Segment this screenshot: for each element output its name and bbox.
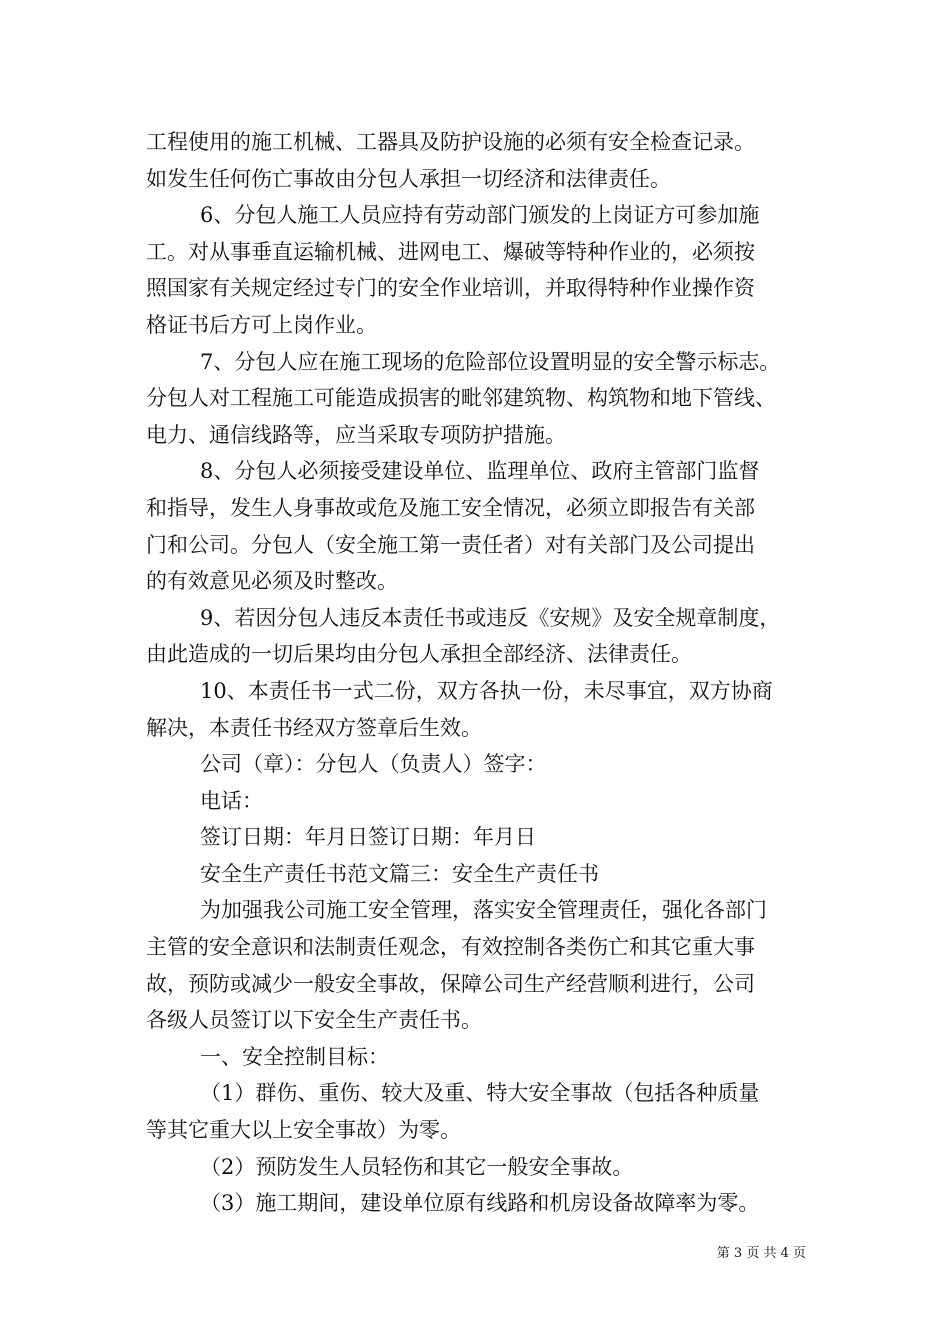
text-line: 等其它重大以上安全事故）为零。 [146,1118,461,1143]
text-line: 6、分包人施工人员应持有劳动部门颁发的上岗证方可参加施 [200,203,760,228]
text-line: 8、分包人必须接受建设单位、监理单位、政府主管部门监督 [200,459,760,484]
text-line: 的有效意见必须及时整改。 [146,569,398,594]
text-line: （1）群伤、重伤、较大及重、特大安全事故（包括各种质量 [200,1081,760,1106]
text-line: 主管的安全意识和法制责任观念，有效控制各类伤亡和其它重大事 [146,935,755,960]
text-line: 9、若因分包人违反本责任书或违反《安规》及安全规章制度， [200,605,781,630]
text-line: 故，预防或减少一般安全事故，保障公司生产经营顺利进行，公司 [146,971,755,996]
text-line: 工。对从事垂直运输机械、进网电工、爆破等特种作业的，必须按 [146,239,755,264]
text-line: 如发生任何伤亡事故由分包人承担一切经济和法律责任。 [146,166,671,191]
text-line: 10、本责任书一式二份，双方各执一份，未尽事宜，双方协商 [200,678,773,703]
text-line: 一、安全控制目标： [200,1044,389,1069]
text-line: 公司（章）：分包人（负责人）签字： [200,752,547,777]
text-line: 门和公司。分包人（安全施工第一责任者）对有关部门及公司提出 [146,532,755,557]
text-line: 格证书后方可上岗作业。 [146,312,377,337]
text-line: （2）预防发生人员轻伤和其它一般安全事故。 [200,1154,634,1179]
text-line: 工程使用的施工机械、工器具及防护设施的必须有安全检查记录。 [146,130,755,154]
text-line: 各级人员签订以下安全生产责任书。 [146,1008,482,1033]
text-line: 为加强我公司施工安全管理，落实安全管理责任，强化各部门 [200,898,767,923]
text-line: 签订日期：年月日签订日期：年月日 [200,825,536,850]
text-line: 和指导，发生人身事故或危及施工安全情况，必须立即报告有关部 [146,495,755,520]
text-line: 电话： [200,788,263,813]
text-line: 电力、通信线路等，应当采取专项防护措施。 [146,422,566,447]
text-line: 解决，本责任书经双方签章后生效。 [146,715,482,740]
document-body [146,124,826,1222]
text-line: 7、分包人应在施工现场的危险部位设置明显的安全警示标志。 [200,349,781,374]
text-line: 分包人对工程施工可能造成损害的毗邻建筑物、构筑物和地下管线、 [146,386,776,411]
page-number: 第 3 页 共 4 页 [716,1246,806,1261]
text-line: （3）施工期间，建设单位原有线路和机房设备故障率为零。 [200,1191,760,1216]
text-line: 安全生产责任书范文篇三：安全生产责任书 [200,861,599,886]
text-line: 由此造成的一切后果均由分包人承担全部经济、法律责任。 [146,642,692,667]
text-line: 照国家有关规定经过专门的安全作业培训，并取得特种作业操作资 [146,276,755,301]
